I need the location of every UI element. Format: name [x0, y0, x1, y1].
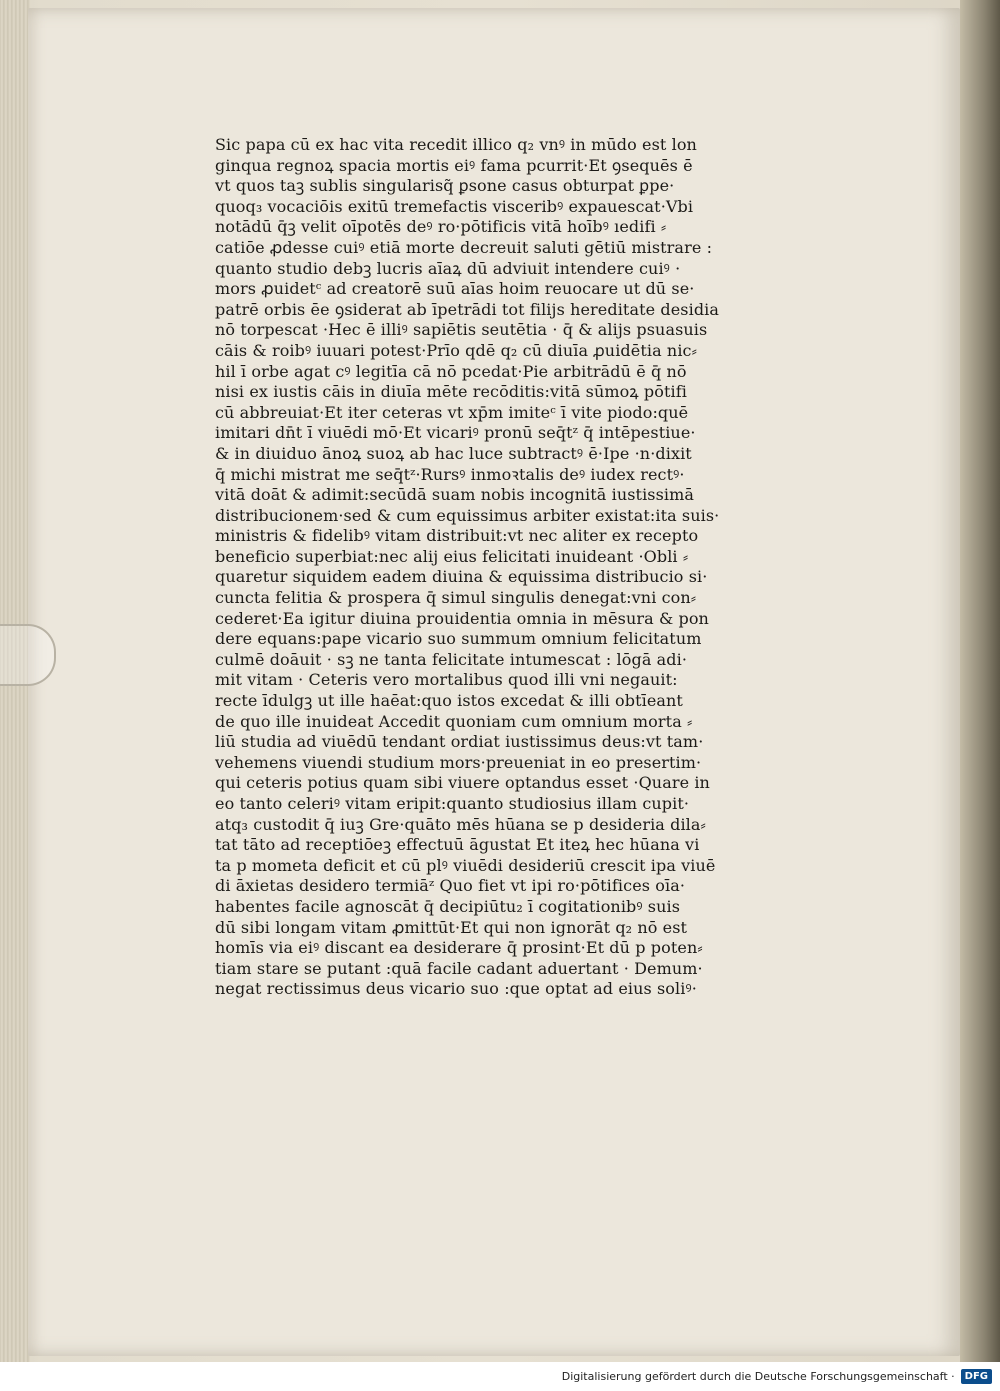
text-line: eo tanto celeriꝰ vitam eripit:quanto studiosius illam cupit·	[215, 794, 690, 813]
text-line: recte īdulgꝫ ut ille haēat:quo istos excedat & illi obtīeant	[215, 691, 683, 711]
page-clip	[0, 624, 56, 686]
text-line: & in diuiduo ānoꝝ suoꝝ ab hac luce subtractꝰ ē·Ipe ·n·dixit	[215, 443, 692, 463]
text-line: beneficio superbiat:nec alij eius felicitati inuideant ·Obli ⸗	[215, 546, 689, 566]
text-line: quanto studio debꝫ lucris aīaꝝ dū adviuit intendere cuiꝰ ·	[215, 258, 681, 278]
page-text-block	[215, 135, 800, 1000]
text-line: qui ceteris potius quam sibi viuere optandus esset ·Quare in	[215, 773, 710, 793]
text-line: patrē orbis ēe ꝯsiderat ab īpetrādi tot filijs hereditate desidia	[215, 299, 720, 319]
text-line: cāis & roibꝰ iuuari potest·Prīo qdē q₂ cū diuīa ꝓuidētia nic⸗	[215, 340, 698, 360]
text-line: imitari dn̄t ī viuēdi mō·Et vicariꝰ pronū seq̄tᶻ q̄ intēpestiue·	[215, 423, 696, 443]
footer-bar	[0, 1362, 1000, 1391]
text-line: Sic papa cū ex hac vita recedit illico q₂ vnꝰ in mūdo est lon	[215, 135, 697, 154]
text-line: cederet·Ea igitur diuina prouidentia omnia in mēsura & pon	[215, 608, 709, 628]
text-line: quaretur siquidem eadem diuina & equissima distribucio si·	[215, 567, 708, 587]
text-line: de quo ille inuideat Accedit quoniam cum omnium morta ⸗	[215, 711, 693, 731]
text-line: q̄ michi mistrat me seq̄tᶻ·Rursꝰ inmoꝛtalis deꝰ iudex rectꝰ·	[215, 464, 685, 484]
text-line: di āxietas desidero termiāᶻ Quo fiet vt ipi ro·pōtifices oīa·	[215, 876, 686, 896]
text-line: ministris & fidelibꝰ vitam distribuit:vt nec aliter ex recepto	[215, 526, 699, 546]
text-line: cuncta felitia & prospera q̄ simul singulis denegat:vni con⸗	[215, 588, 697, 608]
text-line: tiam stare se putant :quā facile cadant aduertant · Demum·	[215, 958, 703, 978]
dfg-logo: DFG	[961, 1369, 992, 1384]
text-line: ginqua regnoꝝ spacia mortis eiꝰ fama pcurrit·Et ꝯsequēs ē	[215, 155, 693, 175]
book-spine	[960, 0, 1000, 1362]
text-line: dere equans:pape vicario suo summum omnium felicitatum	[215, 629, 702, 649]
text-line: habentes facile agnoscāt q̄ decipiūtu₂ ī cogitationibꝰ suis	[215, 896, 681, 916]
text-line: mit vitam · Ceteris vero mortalibus quod illi vni negauit:	[215, 670, 678, 690]
text-line: ta p mometa deficit et cū plꝰ viuēdi desideriū crescit ipa viuē	[215, 855, 716, 875]
text-line: cū abbreuiat·Et iter ceteras vt xp̄m imiteᶜ ī vite piodo:quē	[215, 402, 689, 422]
text-line: nisi ex iustis cāis in diuīa mēte recōditis:vitā sūmoꝝ pōtifi	[215, 382, 687, 402]
text-line: mors ꝓuidetᶜ ad creatorē suū aīas hoim reuocare ut dū se·	[215, 279, 695, 299]
text-line: hil ī orbe agat cꝰ legitīa cā nō pcedat·Pie arbitrādū ē q̄ nō	[215, 361, 687, 381]
text-line: nō torpescat ·Hec ē illiꝰ sapiētis seutētia · q̄ & alijs psuasuis	[215, 320, 708, 340]
text-line: notādū q̄ꝫ velit oīpotēs deꝰ ro·pōtificis vitā hoībꝰ ıedifi ⸗	[215, 217, 667, 237]
text-line: culmē doāuit · sꝫ ne tanta felicitate intumescat : lōgā adi·	[215, 649, 688, 669]
text-line: tat tāto ad receptiōeꝫ effectuū āgustat Et iteꝝ hec hūana vi	[215, 835, 700, 855]
text-line: quoq₃ vocaciōis exitū tremefactis visceribꝰ expauescat·Vbi	[215, 196, 694, 216]
text-line: dū sibi longam vitam ꝓmittūt·Et qui non ignorāt q₂ nō est	[215, 917, 688, 937]
text-line: negat rectissimus deus vicario suo :que optat ad eius soliꝰ·	[215, 979, 697, 999]
text-line: atq₃ custodit q̄ iuꝫ Gre·quāto mēs hūana se p desideria dila⸗	[215, 814, 706, 834]
text-line: liū studia ad viuēdū tendant ordiat iustissimus deus:vt tam·	[215, 732, 704, 752]
text-line: vitā doāt & adimit:secūdā suam nobis incognitā iustissimā	[215, 485, 695, 505]
text-line: vt quos taꝫ sublis singularisq̃ ꝑsone casus obturpat ꝑpe·	[215, 176, 675, 196]
text-line: homīs via eiꝰ discant ea desiderare q̄ prosint·Et dū p poten⸗	[215, 938, 703, 958]
text-line: vehemens viuendi studium mors·preueniat in eo presertim·	[215, 752, 702, 772]
text-line: catiōe ꝓdesse cuiꝰ etiā morte decreuit saluti gētiū mistrare :	[215, 237, 713, 257]
text-line: distribucionem·sed & cum equissimus arbiter existat:ita suis·	[215, 505, 720, 525]
funding-notice: Digitalisierung gefördert durch die Deutsche Forschungsgemeinschaft ·	[561, 1370, 955, 1383]
